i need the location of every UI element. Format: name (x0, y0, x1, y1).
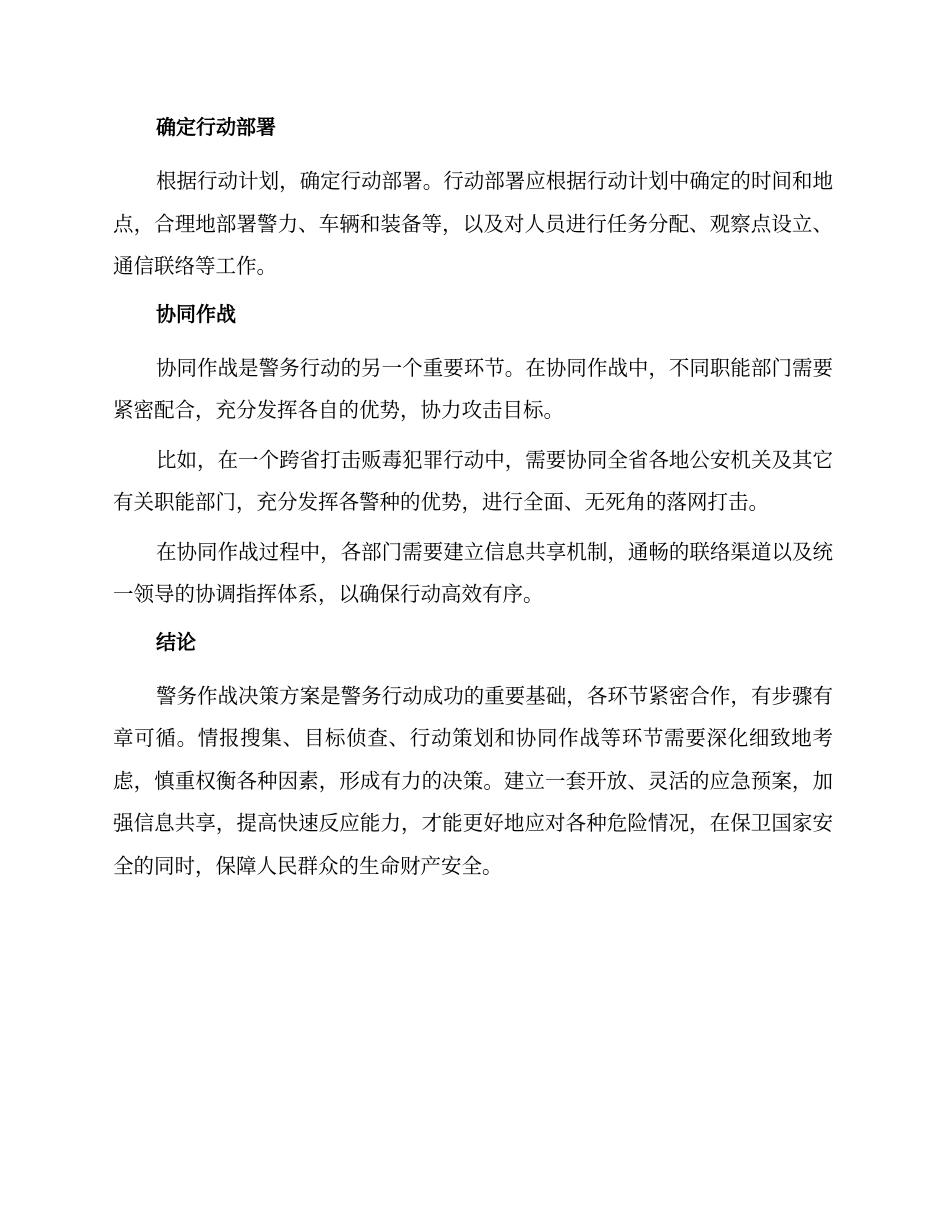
paragraph: 在协同作战过程中，各部门需要建立信息共享机制，通畅的联络渠道以及统一领导的协调指挥体系，以确保行动高效有序。 (113, 539, 833, 606)
section-coordinated-operations (113, 295, 833, 616)
paragraph: 警务作战决策方案是警务行动成功的重要基础，各环节紧密合作，有步骤有章可循。情报搜集、目标侦查、行动策划和协同作战等环节需要深化细致地考虑，慎重权衡各种因素，形成有力的决策。建立一套开放、灵活的应急预案，加强信息共享，提高快速反应能力，才能更好地应对各种危险情况，在保卫国家安全的同时，保障人民群众的生命财产安全。 (113, 683, 833, 878)
paragraph: 协同作战是警务行动的另一个重要环节。在协同作战中，不同职能部门需要紧密配合，充分发挥各自的优势，协力攻击目标。 (113, 355, 833, 422)
section-conclusion (113, 623, 833, 888)
section-heading: 确定行动部署 (156, 115, 276, 139)
document-page (113, 108, 833, 894)
section-heading: 结论 (156, 629, 196, 654)
paragraph: 根据行动计划，确定行动部署。行动部署应根据行动计划中确定的时间和地点，合理地部署警力、车辆和装备等，以及对人员进行任务分配、观察点设立、通信联络等工作。 (113, 169, 833, 278)
section-heading: 协同作战 (156, 301, 236, 326)
section-deployment (113, 108, 833, 288)
paragraph: 比如，在一个跨省打击贩毒犯罪行动中，需要协同全省各地公安机关及其它有关职能部门，充分发挥各警种的优势，进行全面、无死角的落网打击。 (113, 447, 833, 514)
